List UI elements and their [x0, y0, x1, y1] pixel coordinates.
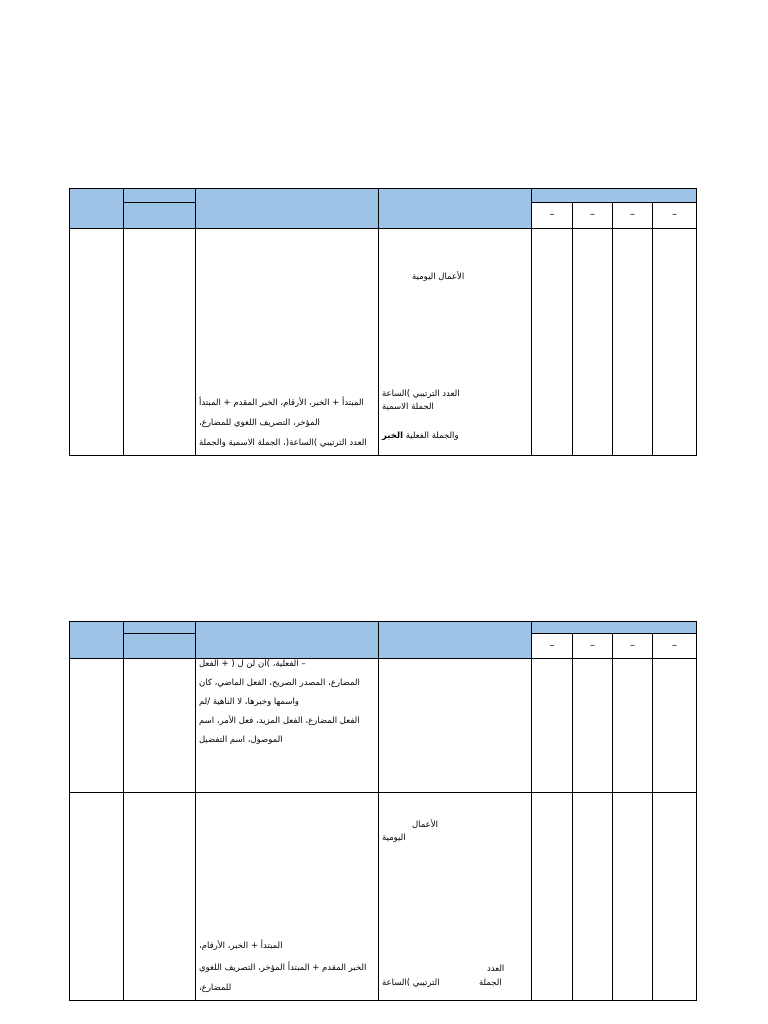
topic-text: الأعمال [412, 820, 438, 830]
week-dash-cell [532, 203, 573, 229]
grammar-line: العدد [487, 964, 505, 974]
details-line: المبتدأ + الخبر، الأرقام، الخبر المقدم + المبتدأ [199, 398, 364, 408]
body-cell [532, 229, 573, 456]
header-cell-2-bottom [124, 203, 196, 229]
grammar-line: الترتيبي )الساعة [382, 978, 440, 988]
header-cell-4 [379, 622, 532, 659]
topic-text: اليومية [382, 833, 406, 843]
topic-cell [379, 793, 532, 1001]
details-line: – الفعلية، )أن لن ل ( + الفعل [199, 659, 306, 669]
curriculum-table-2 [69, 621, 697, 1001]
details-line: للمضارع، [199, 983, 232, 993]
grammar-line: الجملة [479, 978, 502, 988]
details-cell [196, 659, 379, 793]
body-cell [124, 659, 196, 793]
grammar-line: الجملة الاسمية [382, 402, 434, 412]
body-cell [613, 659, 653, 793]
details-line: المضارع، المصدر الصريح، الفعل الماضي، كان [199, 678, 360, 688]
body-cell [573, 229, 613, 456]
topic-cell [379, 229, 532, 456]
body-cell [379, 659, 532, 793]
body-cell [653, 659, 697, 793]
dash-text: – [630, 209, 635, 220]
dash-text: – [672, 640, 677, 651]
body-cell [70, 793, 124, 1001]
details-line: المؤخر، التصريف اللغوي للمضارع، [199, 418, 320, 428]
week-dash-cell [573, 203, 613, 229]
details-line: واسمها وخبرها، لا الناهية /لم [199, 697, 299, 707]
header-cell-1 [70, 622, 124, 659]
body-cell [613, 229, 653, 456]
dash-text: – [590, 209, 595, 220]
week-dash-cell [573, 634, 613, 659]
details-cell [196, 793, 379, 1001]
week-dash-cell [613, 203, 653, 229]
details-line: الموصول، اسم التفضيل [199, 735, 283, 745]
header-cell-2-bottom [124, 634, 196, 659]
header-group-cell [532, 622, 697, 634]
body-cell [653, 793, 697, 1001]
header-group-cell [532, 189, 697, 203]
dash-text: – [630, 640, 635, 651]
details-line: المبتدأ + الخبر، الأرقام، [199, 941, 283, 951]
details-line: الفعل المضارع، الفعل المزيد، فعل الأمر، اسم [199, 716, 360, 726]
body-cell [613, 793, 653, 1001]
curriculum-table-1 [69, 188, 697, 456]
dash-text: – [672, 209, 677, 220]
details-line: العدد الترتيبي )الساعة(، الجملة الاسمية والجملة [199, 438, 367, 448]
topic-text: الأعمال اليومية [412, 272, 465, 282]
header-cell-2-top [124, 189, 196, 203]
week-dash-cell [613, 634, 653, 659]
body-cell [653, 229, 697, 456]
grammar-line: والجملة الفعلية الخبر [382, 431, 459, 441]
week-dash-cell [653, 634, 697, 659]
header-cell-3 [196, 622, 379, 659]
week-dash-cell [653, 203, 697, 229]
body-cell [124, 229, 196, 456]
grammar-line: العدد الترتيبي )الساعة [382, 389, 460, 399]
body-cell [573, 659, 613, 793]
header-cell-2-top [124, 622, 196, 634]
dash-text: – [549, 209, 555, 220]
body-cell [70, 659, 124, 793]
body-cell [573, 793, 613, 1001]
week-dash-cell [532, 634, 573, 659]
dash-text: – [549, 640, 555, 651]
details-line: الخبر المقدم + المبتدأ المؤخر، التصريف اللغوي [199, 963, 367, 973]
body-cell [532, 659, 573, 793]
dash-text: – [590, 640, 595, 651]
header-cell-1 [70, 189, 124, 229]
details-cell [196, 229, 379, 456]
body-cell [70, 229, 124, 456]
body-cell [124, 793, 196, 1001]
header-cell-3 [196, 189, 379, 229]
body-cell [532, 793, 573, 1001]
header-cell-4 [379, 189, 532, 229]
